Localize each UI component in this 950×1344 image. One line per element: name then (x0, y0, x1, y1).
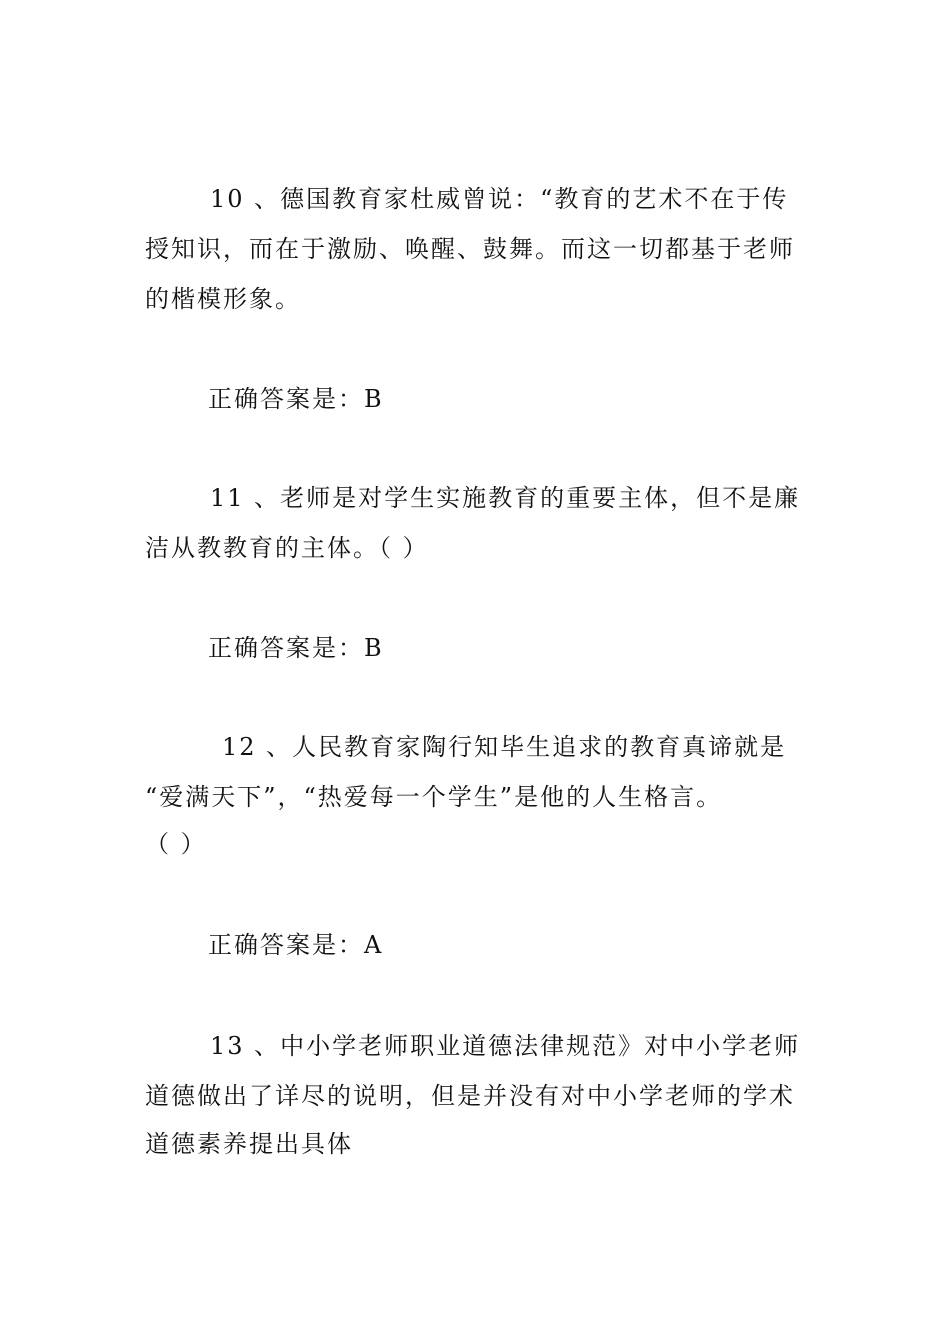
question-12-line-1: 12 、人民教育家陶行知毕生追求的教育真谛就是 (222, 733, 787, 761)
question-12-line-3: （ ） (145, 830, 207, 858)
question-10-line-1: 10 、德国教育家杜威曾说：“教育的艺术不在于传 (210, 185, 789, 213)
question-11-line-1: 11 、老师是对学生实施教育的重要主体，但不是廉 (210, 484, 801, 512)
question-11-line-2: 洁从教教育的主体。（ ） (145, 534, 429, 562)
question-12-answer: 正确答案是：A (208, 931, 384, 959)
question-10-line-3: 的楷模形象。 (145, 285, 301, 313)
question-13-line-2: 道德做出了详尽的说明，但是并没有对中小学老师的学术 (145, 1082, 795, 1110)
question-11-answer: 正确答案是：B (208, 634, 384, 662)
question-13-line-3: 道德素养提出具体 (145, 1130, 353, 1158)
question-13-line-1: 13 、中小学老师职业道德法律规范》对中小学老师 (210, 1032, 801, 1060)
question-10-line-2: 授知识，而在于激励、唤醒、鼓舞。而这一切都基于老师 (145, 235, 795, 263)
question-12-line-2: “爱满天下”，“热爱每一个学生”是他的人生格言。 (145, 783, 723, 811)
question-10-answer: 正确答案是：B (208, 385, 384, 413)
